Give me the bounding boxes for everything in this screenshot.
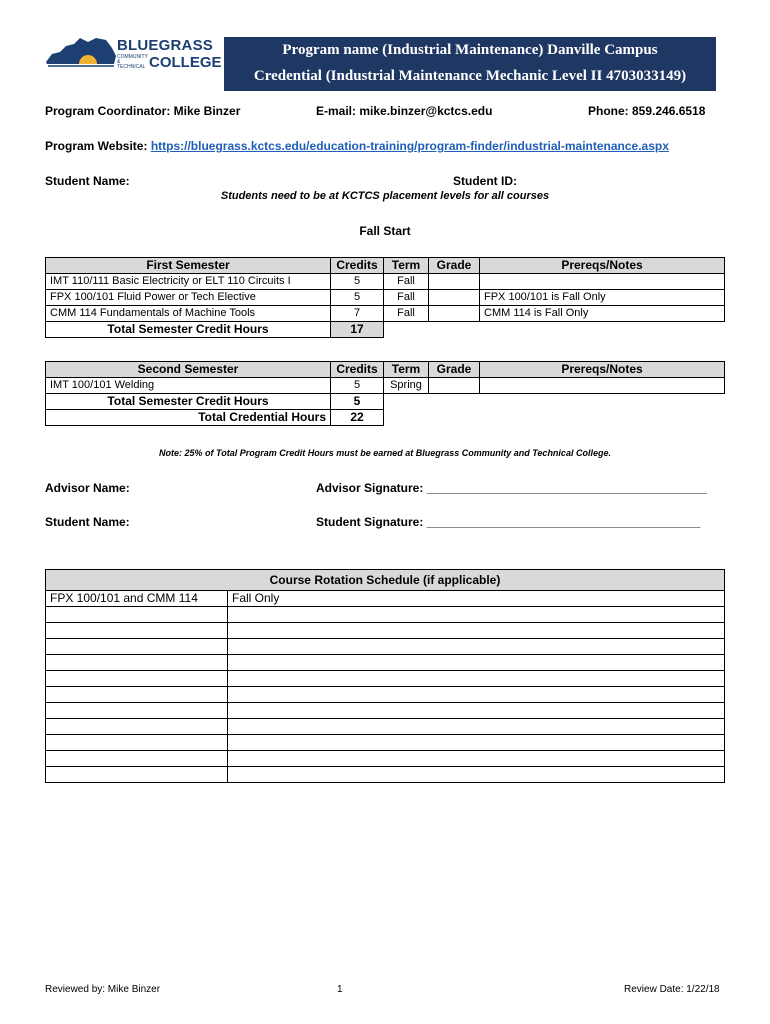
rotation-schedule[interactable] [228, 639, 725, 655]
table-header [46, 570, 725, 591]
credit-hours-note: Note: 25% of Total Program Credit Hours must be earned at Bluegrass Community and Technical College. [159, 448, 611, 458]
credential-total-row [46, 410, 725, 426]
first-semester-table [45, 257, 725, 338]
table-row [46, 655, 725, 671]
course-grade[interactable] [429, 290, 480, 306]
course-name: CMM 114 Fundamentals of Machine Tools [46, 306, 331, 322]
table-header [46, 258, 725, 274]
placement-note: Students need to be at KCTCS placement levels for all courses [220, 190, 550, 202]
rotation-course[interactable] [46, 655, 228, 671]
reviewed-by: Reviewed by: Mike Binzer [45, 984, 161, 995]
course-grade[interactable] [429, 378, 480, 394]
program-website [45, 139, 669, 153]
course-credits: 5 [331, 290, 384, 306]
course-name: IMT 110/111 Basic Electricity or ELT 110 Circuits I [46, 274, 331, 290]
rotation-schedule[interactable] [228, 735, 725, 751]
logo-line1: BLUEGRASS [117, 37, 213, 54]
advisor-signature-line[interactable]: Advisor Signature: __________________________________________ [316, 481, 707, 495]
start-term: Fall Start [359, 224, 411, 238]
table-row [46, 751, 725, 767]
credential-total-value: 22 [331, 410, 384, 426]
credential-total-label: Total Credential Hours [46, 410, 331, 426]
table-header [46, 362, 725, 378]
page-number: 1 [337, 984, 343, 995]
col-prereqs: Prereqs/Notes [480, 362, 725, 378]
course-term: Fall [384, 306, 429, 322]
total-value: 17 [331, 322, 384, 338]
course-notes: CMM 114 is Fall Only [480, 306, 725, 322]
logo-wordmark [117, 38, 222, 70]
table-row [46, 767, 725, 783]
total-label: Total Semester Credit Hours [46, 322, 331, 338]
rotation-course[interactable] [46, 687, 228, 703]
rotation-course[interactable] [46, 639, 228, 655]
rotation-schedule[interactable] [228, 751, 725, 767]
semester-title: First Semester [46, 258, 331, 274]
logo-line2a: COMMUNITY & TECHNICAL [117, 54, 148, 70]
rotation-schedule[interactable]: Fall Only [228, 591, 725, 607]
course-grade[interactable] [429, 274, 480, 290]
rotation-schedule[interactable] [228, 671, 725, 687]
student-name-label: Student Name: [45, 174, 130, 188]
course-notes [480, 378, 725, 394]
course-term: Spring [384, 378, 429, 394]
table-row [46, 607, 725, 623]
course-credits: 7 [331, 306, 384, 322]
rotation-course[interactable] [46, 767, 228, 783]
rotation-course[interactable] [46, 751, 228, 767]
table-row [46, 274, 725, 290]
table-row [46, 671, 725, 687]
total-row [46, 394, 725, 410]
second-semester-table [45, 361, 725, 426]
rotation-course[interactable]: FPX 100/101 and CMM 114 [46, 591, 228, 607]
course-credits: 5 [331, 274, 384, 290]
rotation-schedule[interactable] [228, 767, 725, 783]
table-row [46, 306, 725, 322]
rotation-course[interactable] [46, 719, 228, 735]
table-row [46, 591, 725, 607]
semester-title: Second Semester [46, 362, 331, 378]
total-row [46, 322, 725, 338]
table-row [46, 378, 725, 394]
table-row [46, 290, 725, 306]
table-row [46, 687, 725, 703]
course-credits: 5 [331, 378, 384, 394]
rotation-course[interactable] [46, 607, 228, 623]
website-label: Program Website: [45, 139, 151, 153]
col-term: Term [384, 362, 429, 378]
student-name-label-2: Student Name: [45, 515, 130, 529]
total-value: 5 [331, 394, 384, 410]
course-name: IMT 100/101 Welding [46, 378, 331, 394]
student-signature-line[interactable]: Student Signature: _________________________________________ [316, 515, 701, 529]
coordinator-phone: Phone: 859.246.6518 [588, 104, 706, 118]
course-grade[interactable] [429, 306, 480, 322]
col-grade: Grade [429, 258, 480, 274]
rotation-course[interactable] [46, 703, 228, 719]
table-row [46, 735, 725, 751]
program-banner [224, 37, 716, 91]
course-notes [480, 274, 725, 290]
rotation-schedule[interactable] [228, 703, 725, 719]
rotation-schedule[interactable] [228, 655, 725, 671]
table-row [46, 639, 725, 655]
rotation-schedule[interactable] [228, 607, 725, 623]
rotation-schedule[interactable] [228, 623, 725, 639]
student-id-label: Student ID: [453, 174, 517, 188]
course-name: FPX 100/101 Fluid Power or Tech Elective [46, 290, 331, 306]
table-row [46, 703, 725, 719]
col-grade: Grade [429, 362, 480, 378]
course-term: Fall [384, 274, 429, 290]
rotation-schedule[interactable] [228, 687, 725, 703]
logo-line2b: COLLEGE [149, 54, 222, 71]
banner-credential: Credential (Industrial Maintenance Mechanic Level II 4703033149) [253, 68, 687, 84]
banner-program-name: Program name (Industrial Maintenance) Danville Campus [282, 42, 658, 58]
website-link[interactable]: https://bluegrass.kctcs.edu/education-training/program-finder/industrial-maintenance.aspx [150, 139, 669, 153]
advisor-name-label: Advisor Name: [45, 481, 130, 495]
total-label: Total Semester Credit Hours [46, 394, 331, 410]
table-row [46, 719, 725, 735]
col-prereqs: Prereqs/Notes [480, 258, 725, 274]
rotation-course[interactable] [46, 671, 228, 687]
rotation-title: Course Rotation Schedule (if applicable) [46, 570, 725, 591]
col-term: Term [384, 258, 429, 274]
rotation-schedule[interactable] [228, 719, 725, 735]
table-row [46, 623, 725, 639]
course-notes: FPX 100/101 is Fall Only [480, 290, 725, 306]
program-coordinator: Program Coordinator: Mike Binzer [45, 104, 241, 118]
col-credits: Credits [331, 258, 384, 274]
course-term: Fall [384, 290, 429, 306]
coordinator-email: E-mail: mike.binzer@kctcs.edu [316, 104, 493, 118]
rotation-course[interactable] [46, 735, 228, 751]
col-credits: Credits [331, 362, 384, 378]
rotation-course[interactable] [46, 623, 228, 639]
course-rotation-table [45, 569, 725, 783]
review-date: Review Date: 1/22/18 [624, 984, 720, 995]
